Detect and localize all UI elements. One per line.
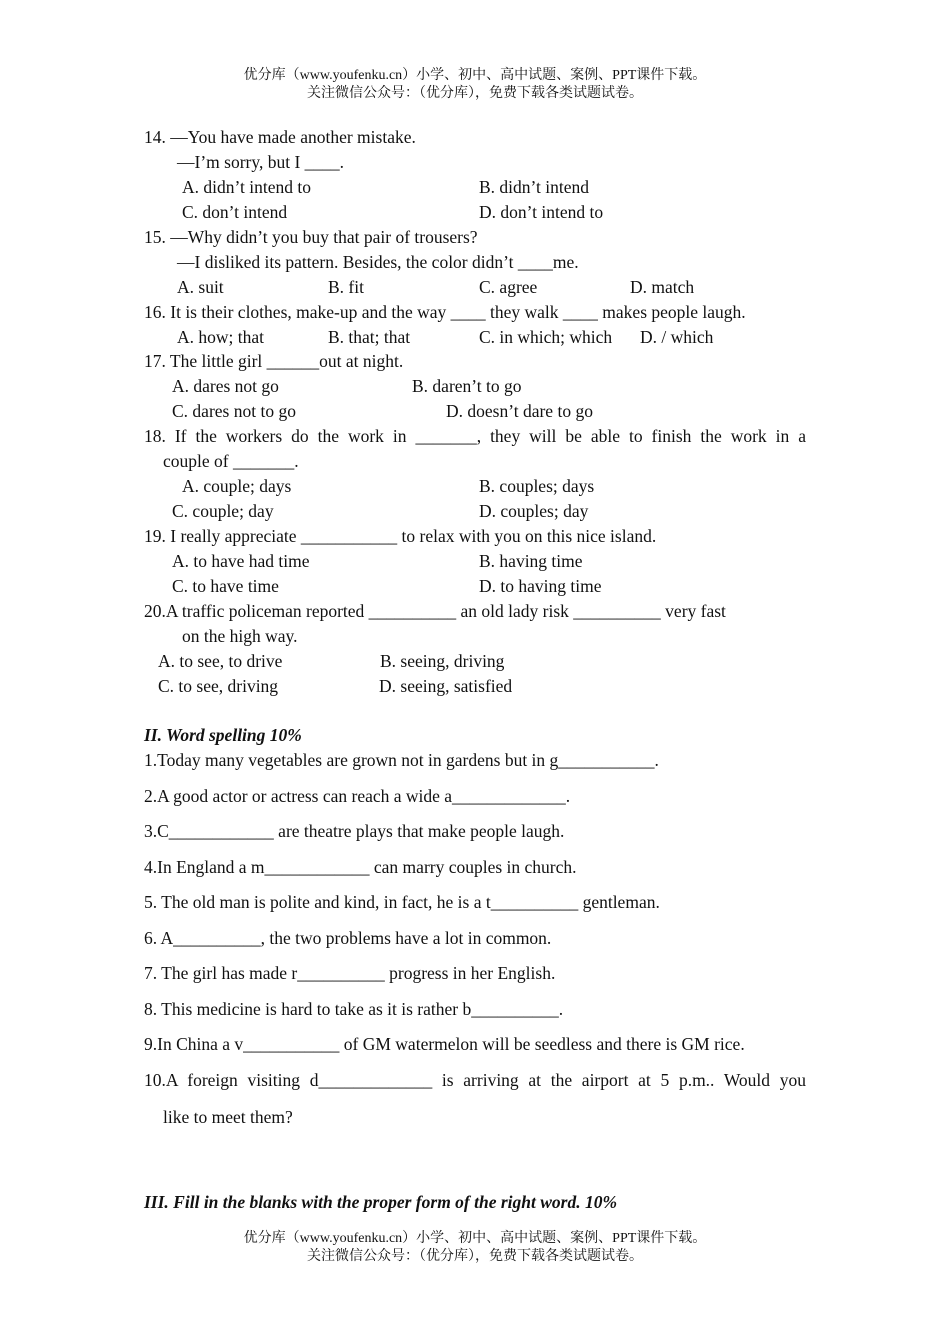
question-20-stem-cont: on the high way. — [182, 626, 298, 646]
spelling-item-10-cont: like to meet them? — [163, 1107, 293, 1127]
question-15-option-b: B. fit — [328, 277, 364, 297]
spelling-item-8: 8. This medicine is hard to take as it is rather b__________. — [144, 999, 564, 1019]
question-17-option-b: B. daren’t to go — [412, 376, 522, 396]
question-20-option-a: A. to see, to drive — [158, 651, 283, 671]
spelling-item-2: 2.A good actor or actress can reach a wide a_____________. — [144, 786, 571, 806]
question-19-option-a: A. to have had time — [172, 551, 310, 571]
question-18-option-a: A. couple; days — [182, 476, 292, 496]
question-15-stem: 15. —Why didn’t you buy that pair of trousers? — [144, 227, 478, 247]
question-20-option-d: D. seeing, satisfied — [379, 676, 513, 696]
question-18-option-c: C. couple; day — [172, 501, 274, 521]
question-18-option-b: B. couples; days — [479, 476, 595, 496]
question-14-option-d: D. don’t intend to — [479, 202, 604, 222]
question-15-reply: —I disliked its pattern. Besides, the color didn’t ____me. — [177, 252, 579, 272]
section-3-title: III. Fill in the blanks with the proper form of the right word. 10% — [144, 1192, 618, 1212]
question-17-option-d: D. doesn’t dare to go — [446, 401, 593, 421]
question-20-option-c: C. to see, driving — [158, 676, 279, 696]
spelling-item-10: 10.A foreign visiting d_____________ is arriving at the airport at 5 p.m.. Would you — [144, 1070, 806, 1090]
question-19-stem: 19. I really appreciate ___________ to relax with you on this nice island. — [144, 526, 657, 546]
question-14-option-a: A. didn’t intend to — [182, 177, 311, 197]
question-14-option-c: C. don’t intend — [182, 202, 288, 222]
question-18-stem: 18. If the workers do the work in _______, they will be able to finish the work in a — [144, 426, 806, 446]
question-15-option-a: A. suit — [177, 277, 224, 297]
question-14-option-b: B. didn’t intend — [479, 177, 590, 197]
spelling-item-3: 3.C____________ are theatre plays that make people laugh. — [144, 821, 565, 841]
question-15-option-d: D. match — [630, 277, 695, 297]
question-19-option-d: D. to having time — [479, 576, 602, 596]
section-2-title: II. Word spelling 10% — [144, 725, 302, 745]
question-16-option-b: B. that; that — [328, 327, 411, 347]
spelling-item-7: 7. The girl has made r__________ progress in her English. — [144, 963, 556, 983]
question-20-stem: 20.A traffic policeman reported __________ an old lady risk __________ very fast — [144, 601, 726, 621]
question-16-option-a: A. how; that — [177, 327, 265, 347]
question-14-reply: —I’m sorry, but I ____. — [177, 152, 345, 172]
question-17-stem: 17. The little girl ______out at night. — [144, 351, 404, 371]
page-header-line2: 关注微信公众号：（优分库），免费下载各类试题试卷。 — [307, 86, 643, 101]
question-15-option-c: C. agree — [479, 277, 538, 297]
question-17-option-c: C. dares not to go — [172, 401, 296, 421]
question-18-option-d: D. couples; day — [479, 501, 589, 521]
page-footer-line2: 关注微信公众号：（优分库），免费下载各类试题试卷。 — [307, 1249, 643, 1264]
question-16-option-d: D. / which — [640, 327, 714, 347]
question-17-option-a: A. dares not go — [172, 376, 279, 396]
question-19-option-c: C. to have time — [172, 576, 279, 596]
spelling-item-4: 4.In England a m____________ can marry couples in church. — [144, 857, 577, 877]
spelling-item-9: 9.In China a v___________ of GM watermelon will be seedless and there is GM rice. — [144, 1034, 745, 1054]
spelling-item-5: 5. The old man is polite and kind, in fact, he is a t__________ gentleman. — [144, 892, 660, 912]
question-14-stem: 14. —You have made another mistake. — [144, 127, 416, 147]
question-16-option-c: C. in which; which — [479, 327, 613, 347]
spelling-item-6: 6. A__________, the two problems have a lot in common. — [144, 928, 552, 948]
question-18-stem-cont: couple of _______. — [163, 451, 299, 471]
page-header-line1: 优分库（www.youfenku.cn）小学、初中、高中试题、案例、PPT课件下载。 — [243, 68, 707, 83]
question-20-option-b: B. seeing, driving — [380, 651, 505, 671]
page-footer-line1: 优分库（www.youfenku.cn）小学、初中、高中试题、案例、PPT课件下载。 — [243, 1231, 707, 1246]
question-19-option-b: B. having time — [479, 551, 583, 571]
spelling-item-1: 1.Today many vegetables are grown not in gardens but in g___________. — [144, 750, 659, 770]
question-16-stem: 16. It is their clothes, make-up and the way ____ they walk ____ makes people laugh. — [144, 302, 746, 322]
